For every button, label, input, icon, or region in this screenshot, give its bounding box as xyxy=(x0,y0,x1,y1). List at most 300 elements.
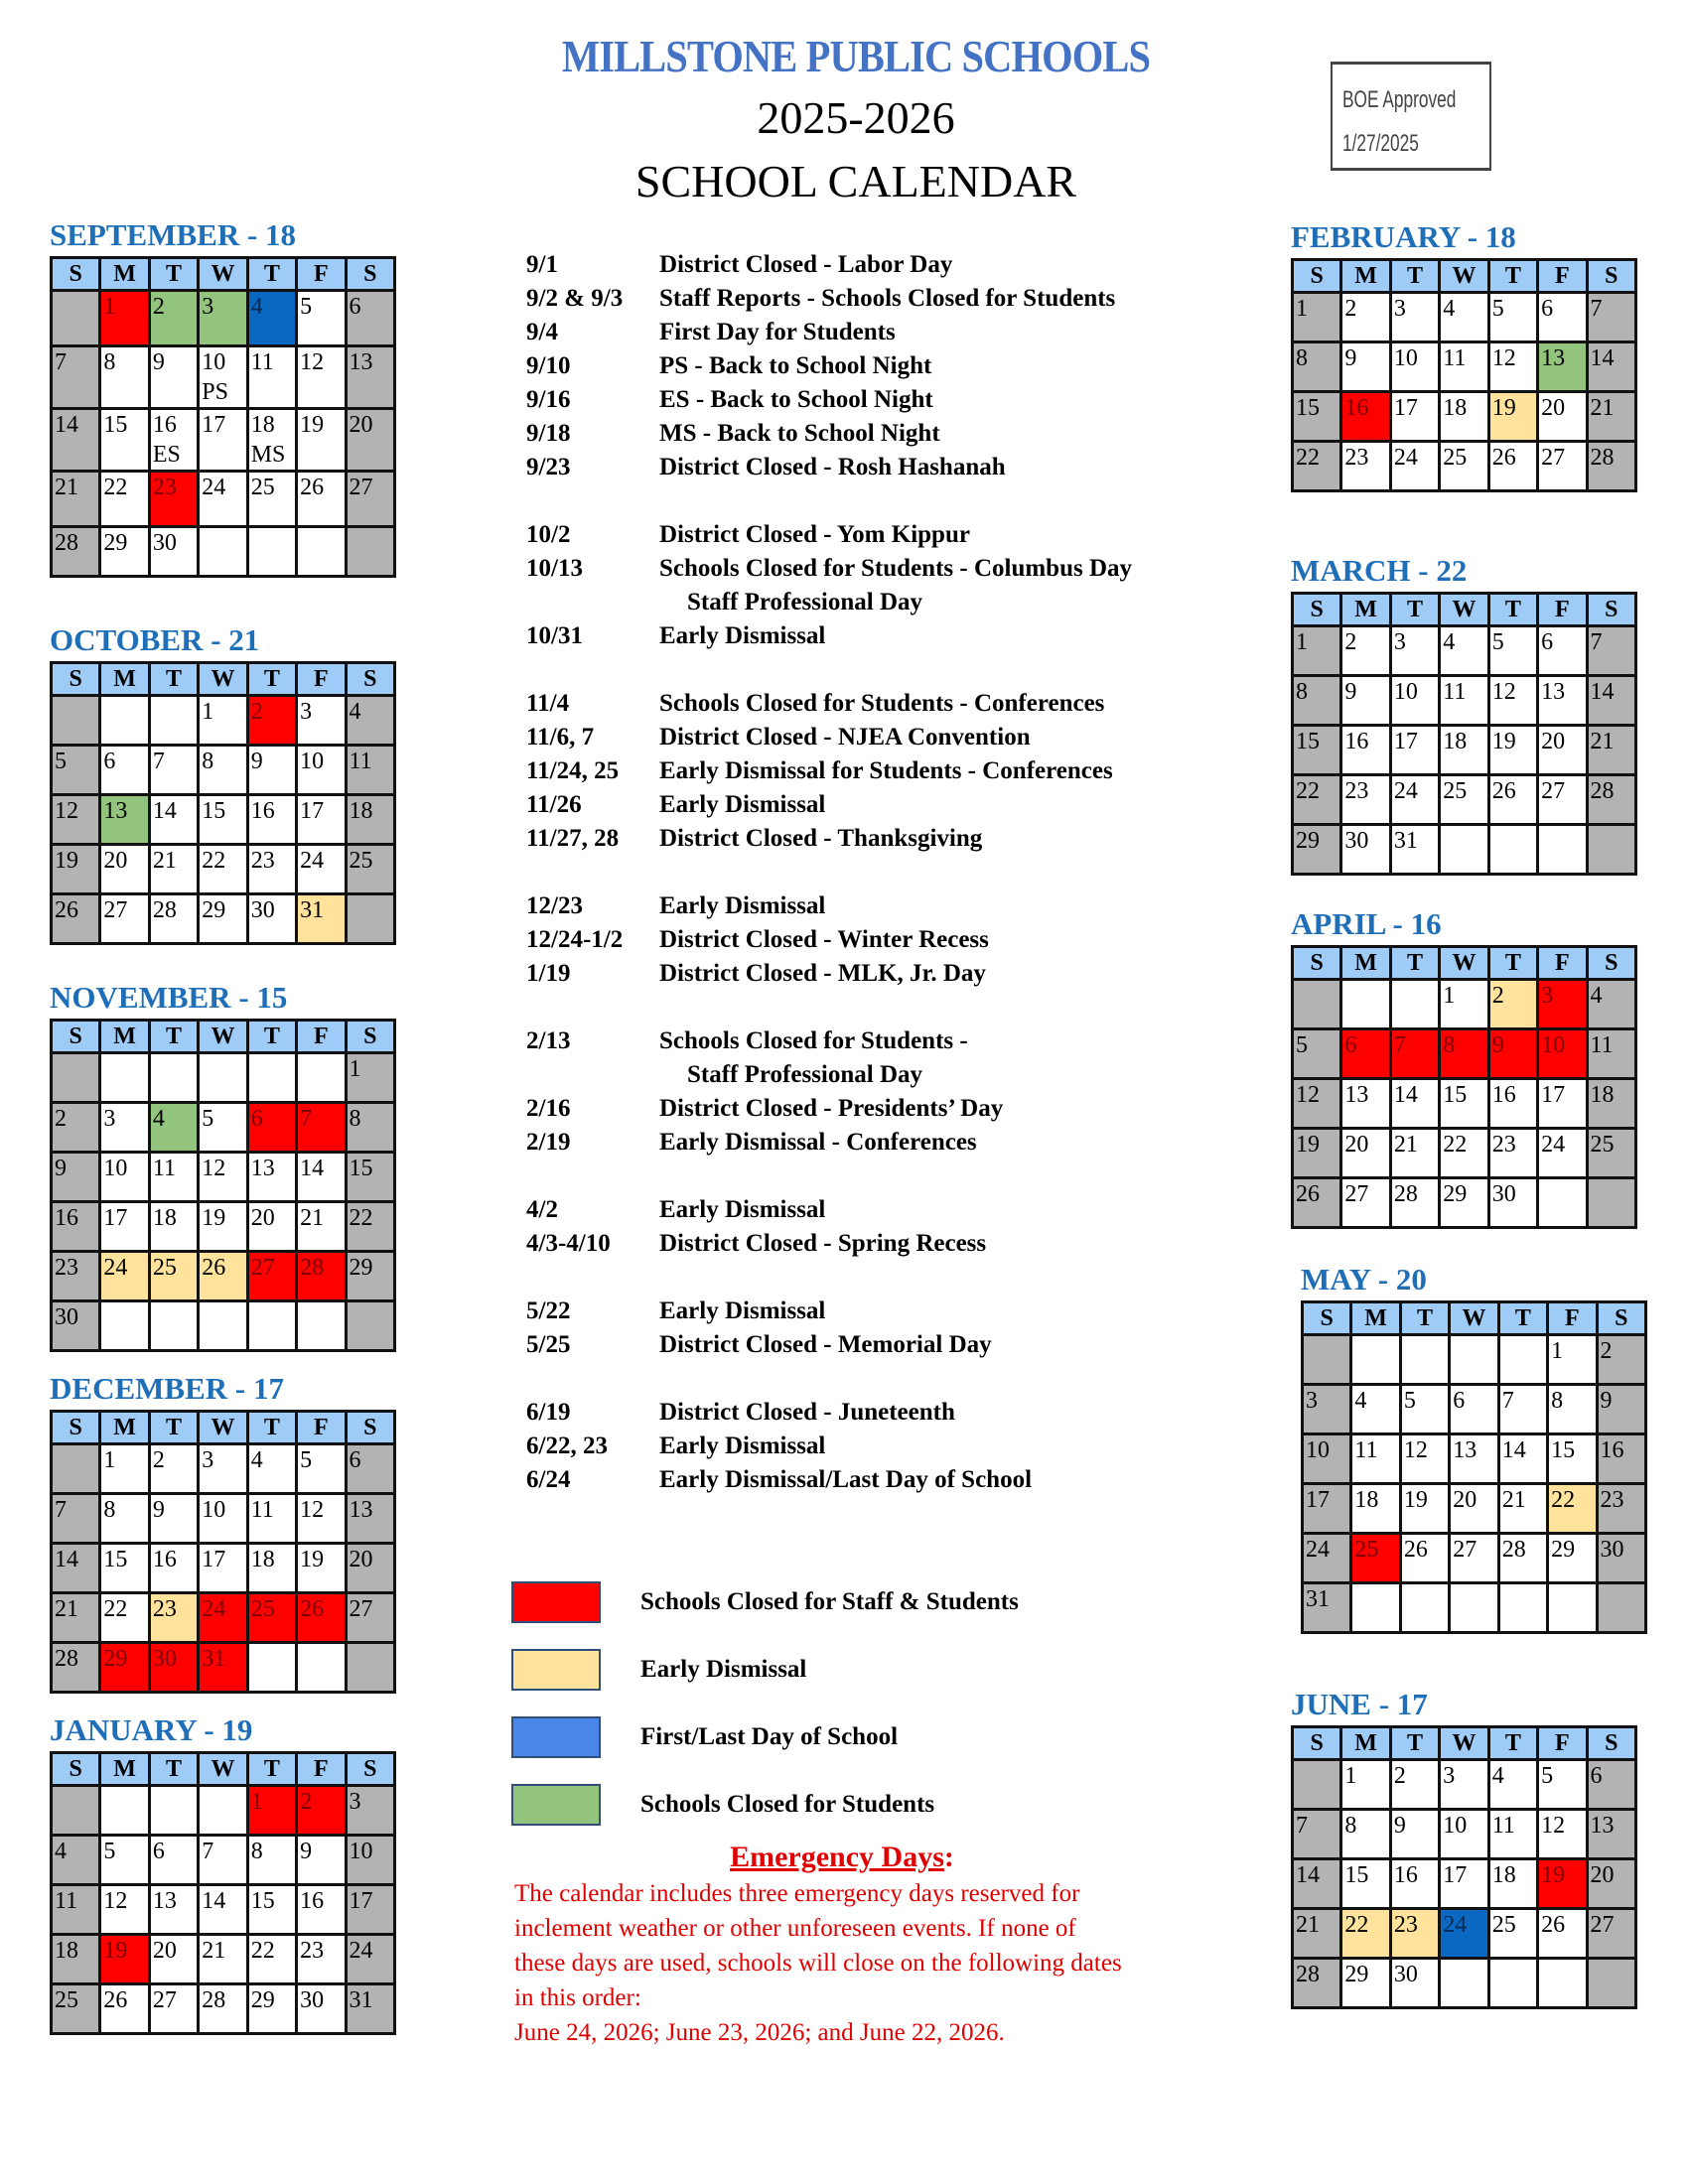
day-number: 26 xyxy=(300,1596,325,1622)
week-row xyxy=(1303,1385,1646,1434)
day-number: 3 xyxy=(1393,296,1406,322)
day-cell xyxy=(52,1544,100,1593)
day-number: 17 xyxy=(103,1205,128,1231)
day-number: 18 xyxy=(1443,395,1468,421)
event-description: Early Dismissal xyxy=(659,1196,826,1223)
boe-approval-box xyxy=(1331,62,1491,171)
day-number: 30 xyxy=(1600,1537,1624,1563)
day-number: 16 xyxy=(1491,1082,1516,1108)
weekday-header: S xyxy=(52,258,100,291)
day-number: 16 xyxy=(152,412,177,438)
day-cell xyxy=(297,1202,346,1252)
day-number: 2 xyxy=(152,294,165,320)
empty-cell xyxy=(1440,825,1488,875)
day-number: 31 xyxy=(349,1987,373,2013)
day-number: 29 xyxy=(103,530,128,556)
day-cell xyxy=(149,795,198,845)
day-number: 3 xyxy=(202,1447,214,1473)
day-cell xyxy=(1587,1810,1635,1859)
week-row xyxy=(1293,726,1636,775)
weekday-header: S xyxy=(346,1753,394,1786)
day-number: 5 xyxy=(1491,296,1504,322)
day-cell xyxy=(1293,392,1341,442)
week-row xyxy=(1293,980,1636,1029)
month-june xyxy=(1291,1688,1637,2009)
month-november xyxy=(50,981,396,1352)
day-cell xyxy=(1303,1583,1351,1633)
day-number: 7 xyxy=(1296,1813,1308,1839)
day-cell xyxy=(247,1935,296,1984)
day-cell xyxy=(52,1252,100,1301)
emergency-text-line: June 24, 2026; June 23, 2026; and June 22, 2026. xyxy=(514,2019,1005,2046)
day-number: 9 xyxy=(250,749,263,774)
day-cell xyxy=(1440,442,1488,491)
day-number: 18 xyxy=(55,1938,78,1964)
week-row xyxy=(52,1885,395,1935)
day-number: 17 xyxy=(1393,395,1418,421)
day-number: 15 xyxy=(103,412,128,438)
day-number: 8 xyxy=(349,1106,361,1132)
empty-cell xyxy=(1498,1583,1547,1633)
month-title: MAY - 20 xyxy=(1301,1262,1427,1297)
day-number: 17 xyxy=(1393,729,1418,754)
day-cell xyxy=(1488,1178,1537,1228)
weekday-header: T xyxy=(1390,1727,1439,1760)
day-number: 8 xyxy=(1344,1813,1357,1839)
week-row xyxy=(1293,293,1636,342)
day-number: 1 xyxy=(1443,983,1456,1009)
day-number: 8 xyxy=(250,1839,263,1864)
day-cell xyxy=(52,746,100,795)
day-cell xyxy=(1488,1859,1537,1909)
weekday-header: S xyxy=(1293,1727,1341,1760)
day-cell xyxy=(297,696,346,746)
day-number: 28 xyxy=(152,897,177,923)
day-number: 3 xyxy=(1443,1763,1456,1789)
event-date: 4/2 xyxy=(526,1196,558,1223)
day-cell xyxy=(1390,293,1439,342)
weekday-header: M xyxy=(100,663,149,696)
day-number: 13 xyxy=(1590,1813,1615,1839)
weekday-header: T xyxy=(1488,947,1537,980)
day-cell xyxy=(297,1544,346,1593)
day-cell xyxy=(1548,1335,1597,1385)
day-cell xyxy=(1538,1859,1587,1909)
event-date: 11/24, 25 xyxy=(526,757,620,784)
day-cell xyxy=(1587,392,1635,442)
day-cell xyxy=(1390,1029,1439,1079)
month-january xyxy=(50,1713,396,2035)
day-number: 10 xyxy=(1443,1813,1468,1839)
event-group-spacer xyxy=(526,653,1241,687)
day-number: 25 xyxy=(1443,445,1468,471)
week-row xyxy=(1293,825,1636,875)
day-number: 2 xyxy=(1393,1763,1406,1789)
weekday-header: S xyxy=(52,1412,100,1444)
day-cell xyxy=(346,746,394,795)
day-number: 2 xyxy=(55,1106,67,1132)
weekday-header: T xyxy=(1498,1302,1547,1335)
day-cell xyxy=(1341,1178,1390,1228)
day-cell xyxy=(1440,1079,1488,1129)
day-number: 8 xyxy=(103,349,116,375)
week-row xyxy=(1293,1029,1636,1079)
day-number: 20 xyxy=(152,1938,177,1964)
day-number: 9 xyxy=(55,1156,67,1181)
day-cell xyxy=(1390,626,1439,676)
day-number: 19 xyxy=(1403,1487,1428,1513)
day-cell xyxy=(199,1935,247,1984)
day-cell xyxy=(1488,775,1537,825)
empty-cell xyxy=(297,527,346,577)
day-cell xyxy=(1390,676,1439,726)
empty-cell xyxy=(199,1301,247,1351)
day-number: 13 xyxy=(1344,1082,1369,1108)
day-cell xyxy=(297,746,346,795)
empty-cell xyxy=(297,1053,346,1103)
day-cell xyxy=(149,1593,198,1643)
event-description: Staff Reports - Schools Closed for Students xyxy=(659,285,1116,312)
day-cell xyxy=(1351,1484,1400,1534)
day-number: 5 xyxy=(1296,1032,1308,1058)
day-number: 20 xyxy=(1453,1487,1477,1513)
day-cell xyxy=(149,894,198,944)
day-cell xyxy=(1440,676,1488,726)
day-cell xyxy=(1303,1484,1351,1534)
month-april xyxy=(1291,907,1637,1229)
day-cell xyxy=(1440,1029,1488,1079)
day-number: 4 xyxy=(1354,1388,1367,1414)
day-cell xyxy=(1341,1810,1390,1859)
event-item xyxy=(526,957,1241,991)
weekday-header: M xyxy=(100,1412,149,1444)
day-cell xyxy=(1488,342,1537,392)
day-cell xyxy=(346,472,394,527)
day-number: 21 xyxy=(55,475,78,500)
day-cell xyxy=(297,845,346,894)
day-number: 10 xyxy=(202,1497,226,1523)
event-item xyxy=(526,889,1241,923)
day-cell xyxy=(1538,726,1587,775)
week-row xyxy=(1293,1859,1636,1909)
event-date: 9/10 xyxy=(526,352,571,379)
day-cell xyxy=(1587,626,1635,676)
day-cell xyxy=(1498,1484,1547,1534)
day-cell xyxy=(100,894,149,944)
day-number: 22 xyxy=(1344,1912,1369,1938)
day-cell xyxy=(149,409,198,472)
day-cell xyxy=(1293,1178,1341,1228)
weekday-header: T xyxy=(149,1412,198,1444)
day-number: 17 xyxy=(1541,1082,1566,1108)
day-number: 11 xyxy=(152,1156,176,1181)
event-item xyxy=(526,788,1241,822)
day-number: 6 xyxy=(103,749,116,774)
day-cell xyxy=(100,1544,149,1593)
day-number: 30 xyxy=(55,1304,78,1330)
day-cell xyxy=(297,1103,346,1153)
day-number: 7 xyxy=(1501,1388,1514,1414)
day-number: 12 xyxy=(1296,1082,1320,1108)
event-description: Schools Closed for Students - Conferences xyxy=(659,690,1105,717)
month-grid xyxy=(1291,258,1637,492)
weekday-header: W xyxy=(199,663,247,696)
day-number: 1 xyxy=(103,294,116,320)
event-date xyxy=(526,586,659,619)
day-cell xyxy=(1440,1859,1488,1909)
day-number: 18 xyxy=(1491,1862,1516,1888)
week-row xyxy=(52,1544,395,1593)
day-cell xyxy=(297,894,346,944)
day-cell xyxy=(346,1593,394,1643)
day-number: 16 xyxy=(1393,1862,1418,1888)
day-number: 6 xyxy=(1590,1763,1603,1789)
day-cell xyxy=(297,1494,346,1544)
day-cell xyxy=(1538,392,1587,442)
weekday-header: W xyxy=(199,1021,247,1053)
weekday-header: F xyxy=(297,1021,346,1053)
week-row xyxy=(52,1494,395,1544)
event-description: Early Dismissal - Conferences xyxy=(659,1129,977,1156)
empty-cell xyxy=(1351,1335,1400,1385)
day-number: 22 xyxy=(1551,1487,1576,1513)
day-cell xyxy=(247,1252,296,1301)
day-cell xyxy=(100,795,149,845)
event-item xyxy=(526,1430,1241,1463)
weekday-header: T xyxy=(247,1753,296,1786)
weekday-header: S xyxy=(346,663,394,696)
empty-cell xyxy=(52,1444,100,1494)
event-description: Staff Professional Day xyxy=(687,1061,923,1088)
day-number: 2 xyxy=(1344,629,1357,655)
week-row xyxy=(1293,442,1636,491)
week-row xyxy=(1293,342,1636,392)
day-cell xyxy=(1538,442,1587,491)
day-cell xyxy=(346,291,394,346)
day-cell xyxy=(100,472,149,527)
empty-cell xyxy=(1538,1178,1587,1228)
day-number: 7 xyxy=(55,1497,67,1523)
day-number: 12 xyxy=(1491,679,1516,705)
week-row xyxy=(52,472,395,527)
day-number: 17 xyxy=(1306,1487,1330,1513)
day-cell xyxy=(1293,442,1341,491)
day-number: 15 xyxy=(250,1888,275,1914)
day-number: 4 xyxy=(55,1839,67,1864)
weekday-header: F xyxy=(297,663,346,696)
legend-label: Early Dismissal xyxy=(640,1656,807,1683)
day-cell xyxy=(1597,1385,1645,1434)
day-cell xyxy=(100,746,149,795)
day-cell xyxy=(247,409,296,472)
weekday-header: F xyxy=(1538,260,1587,293)
day-number: 3 xyxy=(103,1106,116,1132)
week-row xyxy=(1293,1909,1636,1959)
day-number: 23 xyxy=(152,1596,177,1622)
day-number: 26 xyxy=(1296,1181,1320,1207)
day-number: 19 xyxy=(1296,1132,1320,1158)
event-item xyxy=(526,316,1241,349)
day-number: 18 xyxy=(1354,1487,1379,1513)
event-description: Early Dismissal xyxy=(659,1297,826,1324)
event-date: 2/13 xyxy=(526,1027,571,1054)
day-number: 20 xyxy=(103,848,128,874)
day-number: 2 xyxy=(1600,1338,1613,1364)
weekday-header: T xyxy=(247,258,296,291)
day-cell xyxy=(52,1301,100,1351)
day-number: 31 xyxy=(1306,1586,1330,1612)
day-cell xyxy=(1351,1385,1400,1434)
day-cell xyxy=(1498,1434,1547,1484)
day-cell xyxy=(1538,1079,1587,1129)
day-number: 8 xyxy=(1296,345,1308,371)
empty-cell xyxy=(1538,825,1587,875)
day-cell xyxy=(297,795,346,845)
day-number: 29 xyxy=(250,1987,275,2013)
weekday-header: T xyxy=(149,1021,198,1053)
day-number: 15 xyxy=(1296,729,1320,754)
day-cell xyxy=(346,1153,394,1202)
day-number: 22 xyxy=(1296,445,1320,471)
day-number: 30 xyxy=(250,897,275,923)
day-cell xyxy=(1538,1029,1587,1079)
day-number: 29 xyxy=(1344,1962,1369,1987)
day-cell xyxy=(1293,1959,1341,2008)
day-cell xyxy=(346,1984,394,2034)
empty-cell xyxy=(100,1053,149,1103)
day-number: 27 xyxy=(103,897,128,923)
day-cell xyxy=(52,1836,100,1885)
weekday-header: M xyxy=(1351,1302,1400,1335)
month-grid xyxy=(50,1410,396,1694)
day-number: 2 xyxy=(300,1789,313,1815)
day-cell xyxy=(199,1885,247,1935)
day-number: 10 xyxy=(349,1839,373,1864)
event-group-spacer xyxy=(526,991,1241,1024)
day-cell xyxy=(1440,1810,1488,1859)
day-number: 14 xyxy=(1501,1437,1526,1463)
day-number: 28 xyxy=(202,1987,226,2013)
weekday-header: S xyxy=(346,1412,394,1444)
weekday-header: T xyxy=(149,1753,198,1786)
event-date: 9/1 xyxy=(526,251,558,278)
day-number: 11 xyxy=(1590,1032,1614,1058)
month-title: JANUARY - 19 xyxy=(50,1712,253,1747)
day-number: 23 xyxy=(1393,1912,1418,1938)
day-cell xyxy=(1587,676,1635,726)
month-february xyxy=(1291,220,1637,492)
day-number: 30 xyxy=(1491,1181,1516,1207)
week-row xyxy=(52,1444,395,1494)
day-cell xyxy=(297,1984,346,2034)
day-cell xyxy=(100,1444,149,1494)
day-cell xyxy=(199,1444,247,1494)
day-cell xyxy=(1440,626,1488,676)
day-cell xyxy=(1587,1029,1635,1079)
day-number: 22 xyxy=(349,1205,373,1231)
day-number: 21 xyxy=(55,1596,78,1622)
day-cell xyxy=(199,291,247,346)
event-description: First Day for Students xyxy=(659,319,896,345)
day-number: 23 xyxy=(1344,778,1369,804)
week-row xyxy=(52,845,395,894)
day-cell xyxy=(199,1593,247,1643)
day-number: 17 xyxy=(1443,1862,1468,1888)
month-grid xyxy=(1291,945,1637,1229)
emergency-text-line: inclement weather or other unforeseen events. If none of xyxy=(514,1915,1076,1942)
day-cell xyxy=(52,1984,100,2034)
weekday-header: F xyxy=(297,258,346,291)
event-description: Early Dismissal xyxy=(659,622,826,649)
day-cell xyxy=(1390,392,1439,442)
day-number: 22 xyxy=(1296,778,1320,804)
day-number: 25 xyxy=(1443,778,1468,804)
month-may xyxy=(1301,1263,1647,1634)
legend-item xyxy=(511,1704,1019,1771)
day-number: 16 xyxy=(1344,395,1369,421)
boe-approval-date: 1/27/2025 xyxy=(1342,130,1419,157)
day-number: 11 xyxy=(250,349,274,375)
empty-cell xyxy=(52,291,100,346)
week-row xyxy=(52,746,395,795)
event-description: Schools Closed for Students - xyxy=(659,1027,968,1054)
day-number: 11 xyxy=(1354,1437,1378,1463)
day-number: 21 xyxy=(1393,1132,1418,1158)
calendar-subtitle: SCHOOL CALENDAR xyxy=(634,156,1077,206)
day-number: 24 xyxy=(300,848,325,874)
day-cell xyxy=(1293,1909,1341,1959)
day-cell xyxy=(1341,1859,1390,1909)
day-cell xyxy=(1341,342,1390,392)
week-row xyxy=(52,1103,395,1153)
day-cell xyxy=(52,1935,100,1984)
day-cell xyxy=(346,1836,394,1885)
day-number: 12 xyxy=(1541,1813,1566,1839)
week-row xyxy=(1293,1959,1636,2008)
day-cell xyxy=(100,527,149,577)
event-item xyxy=(526,248,1241,282)
day-number: 2 xyxy=(152,1447,165,1473)
event-date: 2/19 xyxy=(526,1129,571,1156)
week-row xyxy=(52,527,395,577)
day-number: 21 xyxy=(202,1938,226,1964)
empty-cell xyxy=(52,696,100,746)
day-number: 23 xyxy=(1344,445,1369,471)
day-cell xyxy=(1341,1129,1390,1178)
day-number: 19 xyxy=(300,1547,325,1572)
weekday-header: S xyxy=(1587,594,1635,626)
day-cell xyxy=(247,1786,296,1836)
event-group-spacer xyxy=(526,484,1241,518)
day-cell xyxy=(1390,1810,1439,1859)
weekday-header: S xyxy=(52,1753,100,1786)
weekday-header: W xyxy=(1440,260,1488,293)
day-number: 22 xyxy=(202,848,226,874)
weekday-header: F xyxy=(1538,594,1587,626)
day-cell xyxy=(199,409,247,472)
day-cell xyxy=(149,845,198,894)
day-cell xyxy=(1303,1534,1351,1583)
day-cell xyxy=(1293,626,1341,676)
day-number: 12 xyxy=(1403,1437,1428,1463)
empty-cell xyxy=(199,1053,247,1103)
day-cell xyxy=(1548,1385,1597,1434)
day-number: 8 xyxy=(1296,679,1308,705)
day-number: 14 xyxy=(1590,345,1615,371)
day-number: 4 xyxy=(250,1447,263,1473)
day-number: 26 xyxy=(1491,778,1516,804)
day-number: 31 xyxy=(202,1646,226,1672)
